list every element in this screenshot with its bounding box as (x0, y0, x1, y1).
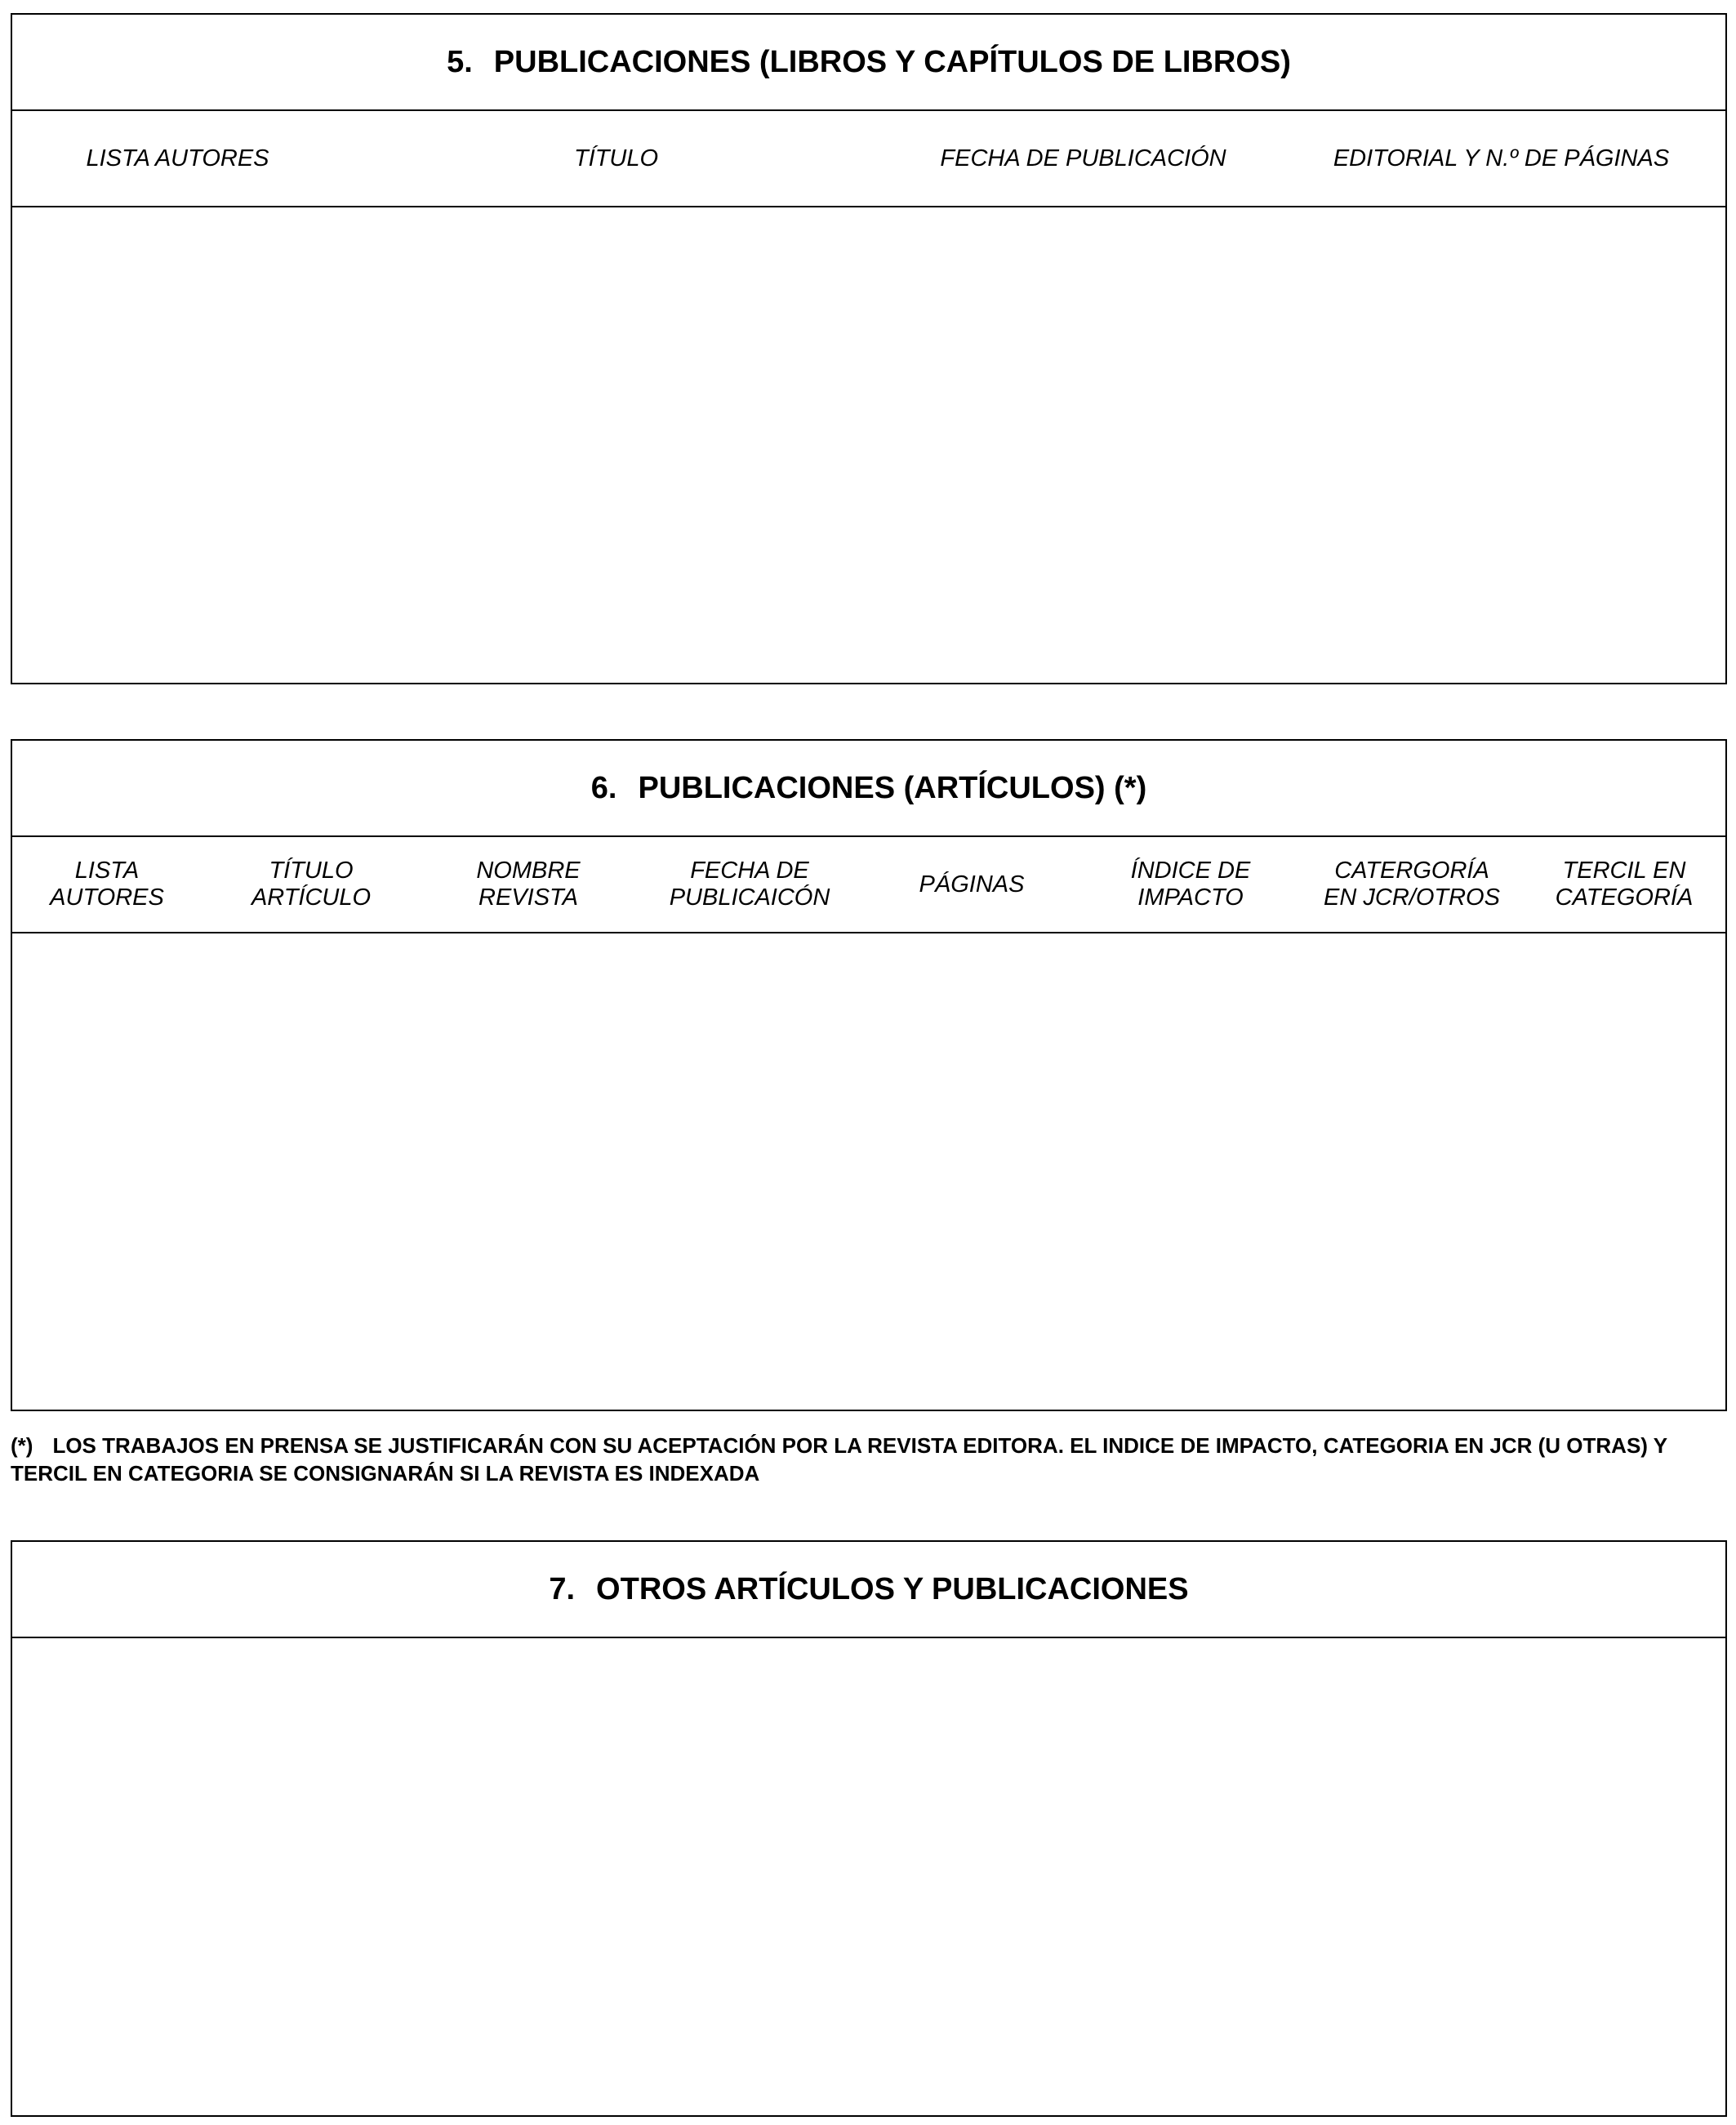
column-header-line: TÍTULO (269, 858, 354, 884)
column-header-line: CATEGORÍA (1555, 884, 1694, 911)
column-header-journal-name (421, 858, 636, 911)
section-article-publications (11, 739, 1727, 1411)
column-header-line: ÍNDICE DE (1130, 858, 1251, 884)
section-5-number: 5. (447, 44, 473, 79)
section-books-publications (11, 13, 1727, 684)
footnote-mark: (*) (11, 1433, 33, 1458)
section-7-title-text: OTROS ARTÍCULOS Y PUBLICACIONES (596, 1571, 1189, 1606)
column-header-line: PUBLICAICÓN (669, 884, 830, 911)
column-header-line: IMPACTO (1137, 884, 1244, 911)
section-6-column-headers (12, 837, 1725, 933)
section-5-title-text: PUBLICACIONES (LIBROS Y CAPÍTULOS DE LIBROS) (493, 44, 1291, 79)
footnote (11, 1432, 1727, 1487)
section-6-number: 6. (590, 770, 617, 805)
column-header-authors: LISTA AUTORES (86, 145, 269, 172)
column-header-jcr-category (1301, 858, 1523, 911)
section-6-title-text: PUBLICACIONES (ARTÍCULOS) (*) (638, 770, 1147, 805)
section-5-title (12, 15, 1725, 111)
column-header-line: ARTÍCULO (251, 884, 372, 911)
column-header-line: NOMBRE (476, 858, 581, 884)
column-header-publication-date: FECHA DE PUBLICACIÓN (940, 145, 1226, 172)
column-header-pages: PÁGINAS (919, 871, 1025, 898)
column-header-authors (12, 858, 202, 911)
column-header-impact-factor (1080, 858, 1301, 911)
column-header-publisher-pages: EDITORIAL Y N.º DE PÁGINAS (1333, 145, 1670, 172)
column-header-line: REVISTA (479, 884, 578, 911)
section-7-number: 7. (549, 1571, 576, 1606)
column-header-tercile (1523, 858, 1725, 911)
footnote-text: LOS TRABAJOS EN PRENSA SE JUSTIFICARÁN CON SU ACEPTACIÓN POR LA REVISTA EDITORA. EL INDICE DE IMPACTO, CATEGORIA EN JCR (U OTRAS) Y TERCIL EN CATEGORIA SE CONSIGNARÁN SI LA REVISTA ES INDEXADA (11, 1433, 1667, 1486)
column-header-line: CATERGORÍA (1334, 858, 1489, 884)
column-header-line: AUTORES (50, 884, 164, 911)
column-header-line: TERCIL EN (1562, 858, 1686, 884)
column-header-title: TÍTULO (573, 145, 659, 172)
section-5-entry-area[interactable] (12, 207, 1725, 684)
section-7-title (12, 1542, 1725, 1638)
column-header-article-title (202, 858, 421, 911)
column-header-publication-date (636, 858, 863, 911)
section-7-entry-area[interactable] (12, 1638, 1725, 2117)
section-5-column-headers (12, 111, 1725, 207)
section-other-publications (11, 1540, 1727, 2117)
column-header-line: EN JCR/OTROS (1324, 884, 1500, 911)
column-header-line: LISTA (74, 858, 140, 884)
column-header-line: FECHA DE (690, 858, 809, 884)
section-6-entry-area[interactable] (12, 933, 1725, 1411)
section-6-title (12, 741, 1725, 837)
